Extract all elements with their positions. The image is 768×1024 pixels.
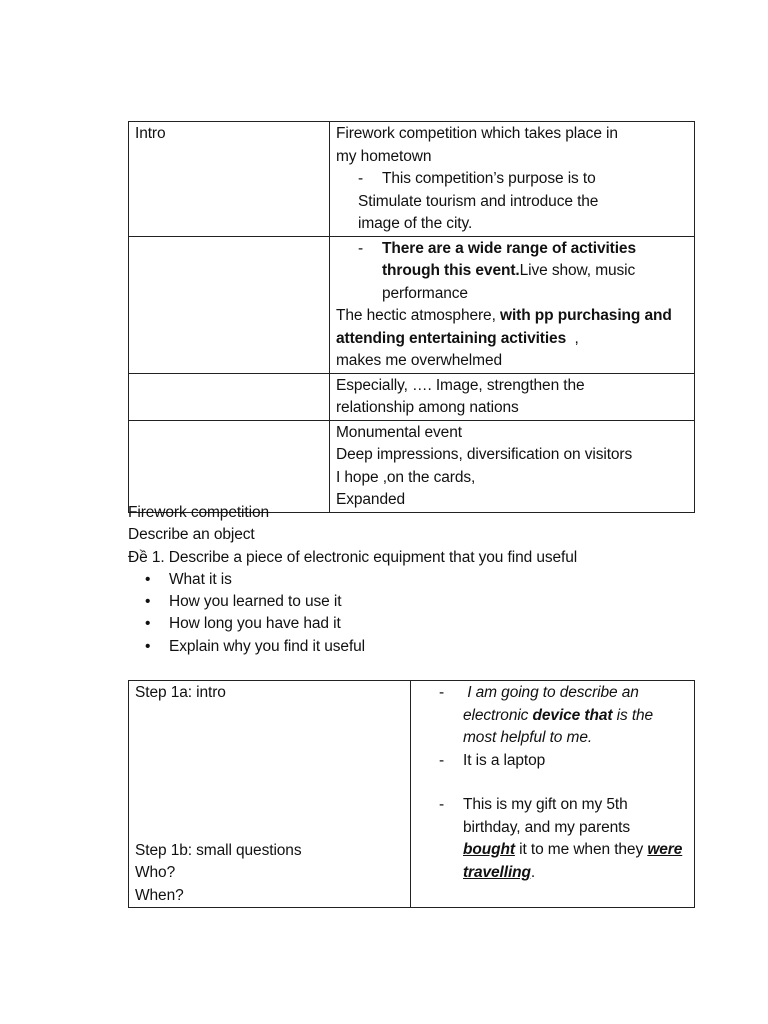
italic-text: I am going to describe an electronic xyxy=(463,684,643,724)
table-row xyxy=(129,122,695,237)
emphasis-text: bought xyxy=(463,841,515,858)
table-row xyxy=(129,373,695,420)
plain-text: it to me when they xyxy=(514,841,648,858)
table-row xyxy=(129,420,695,512)
plain-text: The hectic atmosphere, xyxy=(336,307,500,324)
plain-text: , xyxy=(566,329,579,347)
text-line: When? xyxy=(135,886,184,904)
list-item: • How you learned to use it xyxy=(128,591,728,613)
dash-item xyxy=(336,168,688,191)
text-line: It is a laptop xyxy=(463,751,546,769)
bullet-list xyxy=(128,569,728,658)
paragraph xyxy=(336,305,688,350)
dash-item xyxy=(417,794,686,884)
outline-table-object xyxy=(128,680,695,908)
text-line: This competition’s purpose is to xyxy=(382,170,596,187)
text-line: makes me overwhelmed xyxy=(336,352,502,369)
dash-item xyxy=(417,750,686,773)
spacer xyxy=(135,705,404,840)
question-heading: Đề 1. Describe a piece of electronic equipment that you find useful xyxy=(128,548,578,566)
italic-text: is the most helpful to me. xyxy=(463,706,654,746)
row-content xyxy=(330,420,695,512)
text-line: Firework competition xyxy=(128,504,269,521)
text-line: Deep impressions, diversification on visitors xyxy=(336,446,633,463)
list-item: • How long you have had it xyxy=(128,613,728,635)
text-line: Expanded xyxy=(336,491,406,508)
plain-text: Live show, music performance xyxy=(382,262,636,302)
row-content xyxy=(330,236,695,373)
body-text-block xyxy=(128,502,728,658)
row-label-empty xyxy=(129,420,330,512)
steps-column xyxy=(129,681,411,908)
step-label: Step 1a: intro xyxy=(135,684,226,701)
row-label-empty xyxy=(129,236,330,373)
step-label: Step 1b: small questions xyxy=(135,841,302,859)
plain-text: . xyxy=(530,863,536,881)
table-row xyxy=(129,681,695,908)
plain-text: This is my gift on my 5th birthday, and my parents xyxy=(463,796,631,836)
outline-table-firework xyxy=(128,121,695,513)
dash-item xyxy=(336,238,688,306)
list-item: • Explain why you find it useful xyxy=(128,636,728,658)
bold-italic-text: device that xyxy=(532,706,613,724)
text-line: Who? xyxy=(135,864,176,881)
text-line: my hometown xyxy=(336,147,432,165)
text-line: image of the city. xyxy=(358,215,473,232)
text-line: Stimulate tourism and introduce the xyxy=(358,192,599,210)
text-line: relationship among nations xyxy=(336,399,519,416)
row-label-empty xyxy=(129,373,330,420)
text-line: Especially, …. Image, strengthen the xyxy=(336,376,585,394)
text-line: I hope ,on the cards, xyxy=(336,468,476,486)
bold-text: There are a wide range of activities through this event. xyxy=(382,239,636,279)
dash-item xyxy=(417,682,686,750)
list-item: • What it is xyxy=(128,569,728,591)
answers-column xyxy=(411,681,695,908)
text-line: Describe an object xyxy=(128,526,255,544)
bold-text: with pp purchasing and attending entertaining activities xyxy=(336,307,672,347)
row-content xyxy=(330,373,695,420)
spacer xyxy=(417,772,686,794)
row-content xyxy=(330,122,695,237)
emphasis-text: were travelling xyxy=(463,841,683,881)
text-line: Firework competition which takes place in xyxy=(336,125,618,142)
row-label-intro: Intro xyxy=(129,122,330,237)
table-row xyxy=(129,236,695,373)
text-line: Monumental event xyxy=(336,423,462,441)
